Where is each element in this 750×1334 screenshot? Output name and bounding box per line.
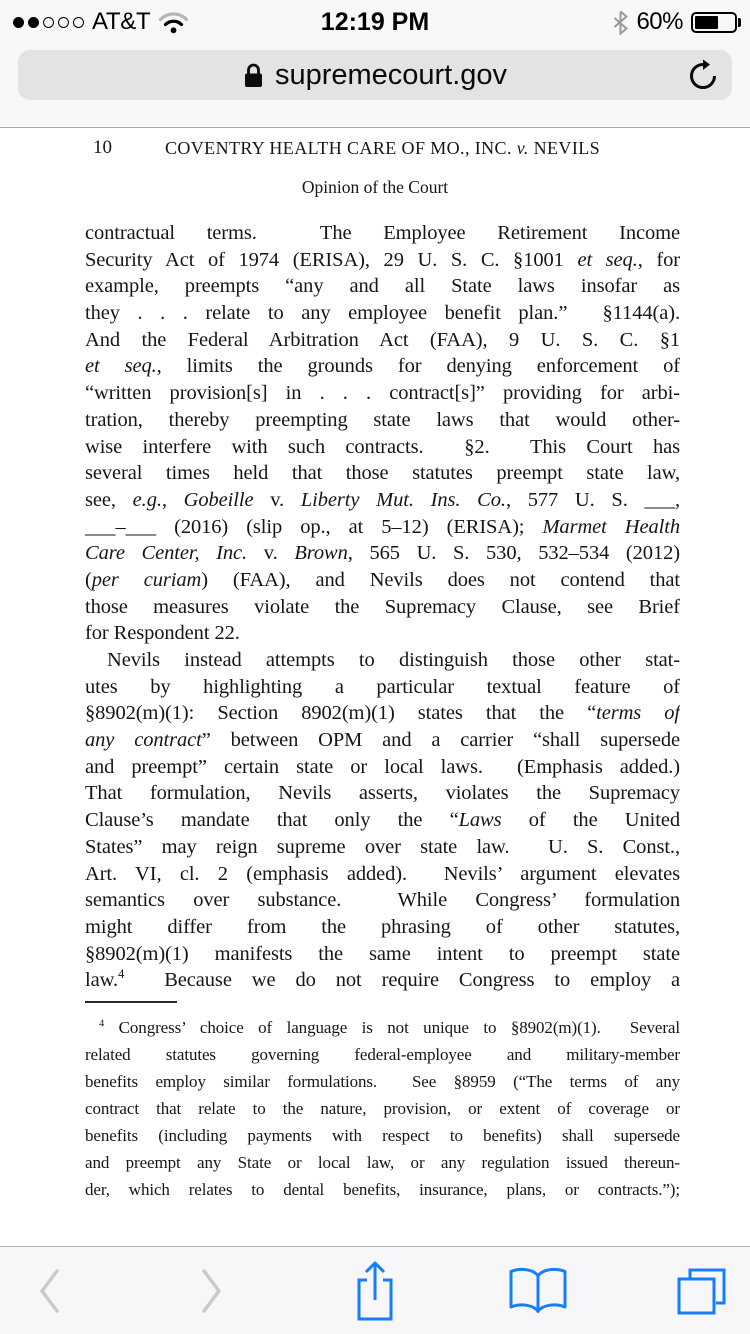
- bookmarks-icon: [507, 1266, 569, 1316]
- case-title: [165, 138, 600, 158]
- text-segment: might differ from the phrasing of other statutes,: [85, 915, 680, 938]
- text-segment: States” may reign supreme over state law. U. S. Const.,: [85, 835, 680, 858]
- bookmarks-button[interactable]: [507, 1251, 569, 1331]
- address-bar[interactable]: [18, 50, 732, 100]
- text-segment: , for: [637, 248, 680, 271]
- running-head: [85, 135, 680, 161]
- text-line: [85, 1122, 680, 1149]
- text-line: [85, 914, 680, 941]
- opinion-body-text: [85, 220, 680, 994]
- lock-icon: [243, 62, 264, 89]
- text-segment: Congress’ choice of language is not unique to §8902(m)(1). Several: [104, 1017, 680, 1037]
- text-line: [85, 594, 680, 621]
- text-segment: they . . . relate to any employee benefit plan.” §1144(a).: [85, 302, 680, 325]
- text-line: [85, 380, 680, 407]
- text-line: [85, 300, 680, 327]
- text-line: [85, 700, 680, 727]
- text-line: [85, 967, 680, 994]
- text-segment: 4: [99, 1018, 105, 1030]
- text-line: [85, 434, 680, 461]
- document-viewport[interactable]: [0, 129, 750, 1246]
- text-line: [85, 754, 680, 781]
- text-segment: Brown: [294, 542, 348, 565]
- text-segment: per curiam: [91, 568, 202, 591]
- text-segment: (: [85, 568, 92, 591]
- text-segment: Because we do not require Congress to employ a: [124, 969, 680, 992]
- clock: 12:19 PM: [320, 8, 430, 36]
- tabs-button[interactable]: [670, 1251, 732, 1331]
- text-segment: et seq.: [85, 355, 157, 378]
- section-heading: Opinion of the Court: [301, 177, 449, 197]
- text-segment: wise interfere with such contracts. §2. This Court has: [85, 435, 680, 458]
- status-bar: [0, 0, 750, 44]
- text-segment: and preempt any State or local law, or any regulation issued thereun-: [85, 1152, 680, 1172]
- text-segment: “written provision[s] in . . . contract[s]” providing for arbi-: [85, 382, 680, 405]
- text-segment: Art. VI, cl. 2 (emphasis added). Nevils’ argument elevates: [85, 862, 680, 885]
- text-segment: COVENTRY HEALTH CARE OF MO., INC.: [164, 138, 517, 158]
- text-segment: any contract: [85, 729, 202, 752]
- text-segment: v.: [247, 542, 295, 565]
- text-segment: see,: [85, 488, 133, 511]
- tabs-icon: [674, 1264, 728, 1318]
- text-line: [85, 327, 680, 354]
- battery-icon: [691, 12, 741, 33]
- url-text: supremecourt.gov: [274, 58, 508, 91]
- text-line: [85, 834, 680, 861]
- text-line: [85, 407, 680, 434]
- text-line: [85, 487, 680, 514]
- back-button[interactable]: [18, 1251, 80, 1331]
- text-segment: benefits (including payments with respect to benefits) shall supersede: [85, 1125, 680, 1145]
- back-chevron-icon: [36, 1267, 62, 1315]
- text-line: [85, 247, 680, 274]
- text-line: [85, 647, 680, 674]
- text-segment: §8902(m)(1): Section 8902(m)(1) states that the “: [85, 702, 597, 725]
- text-segment: contract that relate to the nature, provision, or extent of coverage or: [85, 1098, 680, 1118]
- footnote-separator: [85, 1001, 177, 1003]
- text-segment: That formulation, Nevils asserts, violates the Supremacy: [85, 782, 680, 805]
- text-segment: benefits employ similar formulations. See §8959 (“The terms of any: [85, 1071, 680, 1091]
- text-line: [85, 540, 680, 567]
- text-line: [85, 620, 680, 647]
- text-segment: Clause’s mandate that only the “: [85, 809, 459, 832]
- text-segment: §8902(m)(1) manifests the same intent to preempt state: [85, 942, 680, 965]
- text-segment: those measures violate the Supremacy Clause, see Brief: [85, 595, 680, 618]
- text-segment: , limits the grounds for denying enforcement of: [156, 355, 680, 378]
- reload-icon: [686, 59, 720, 93]
- text-line: [85, 273, 680, 300]
- text-line: [85, 1176, 680, 1203]
- text-segment: v.: [253, 488, 301, 511]
- browser-top-chrome: [0, 0, 750, 128]
- text-line: [85, 861, 680, 888]
- text-segment: ___–___ (2016) (slip op., at 5–12) (ERISA);: [85, 515, 543, 538]
- text-segment: of the United: [501, 809, 680, 832]
- text-line: [85, 1149, 680, 1176]
- text-segment: ) (FAA), and Nevils does not contend that: [201, 568, 680, 591]
- text-segment: NEVILS: [528, 138, 601, 158]
- text-segment: 4: [118, 967, 125, 982]
- text-segment: terms of: [596, 702, 680, 725]
- text-line: [85, 1014, 680, 1041]
- text-segment: example, preempts “any and all State laws insofar as: [85, 275, 680, 298]
- text-line: [85, 941, 680, 968]
- text-segment: Laws: [458, 809, 502, 832]
- text-segment: Liberty Mut. Ins. Co.: [300, 488, 506, 511]
- text-segment: der, which relates to dental benefits, insurance, plans, or contracts.”);: [85, 1179, 680, 1199]
- text-line: [85, 674, 680, 701]
- share-icon: [352, 1259, 398, 1323]
- text-segment: for Respondent 22.: [85, 622, 240, 645]
- text-line: [85, 514, 680, 541]
- text-segment: e.g.,: [132, 488, 167, 511]
- text-segment: related statutes governing federal-employee and military-member: [85, 1044, 680, 1064]
- text-segment: [167, 489, 184, 511]
- text-segment: law.: [85, 969, 118, 992]
- text-line: [85, 807, 680, 834]
- bluetooth-icon: [613, 10, 628, 35]
- text-segment: v.: [516, 138, 529, 158]
- text-line: [85, 220, 680, 247]
- status-right-group: [613, 0, 741, 44]
- text-line: [85, 887, 680, 914]
- carrier-label: AT&T: [92, 8, 151, 35]
- text-segment: several times held that those statutes preempt state law,: [85, 462, 680, 485]
- text-segment: , 577 U. S. ___,: [505, 488, 680, 511]
- forward-chevron-icon: [199, 1267, 225, 1315]
- text-segment: Nevils instead attempts to distinguish those other stat-: [107, 649, 680, 671]
- text-segment: ” between OPM and a carrier “shall supersede: [201, 729, 680, 752]
- forward-button[interactable]: [181, 1251, 243, 1331]
- page-number: 10: [93, 137, 112, 158]
- text-line: [85, 1095, 680, 1122]
- battery-percent-label: 60%: [636, 8, 683, 35]
- text-segment: contractual terms. The Employee Retirement Income: [85, 222, 680, 244]
- reload-button[interactable]: [686, 59, 720, 93]
- text-segment: Gobeille: [183, 488, 254, 511]
- text-segment: et seq.: [577, 248, 638, 271]
- text-line: [85, 1068, 680, 1095]
- text-segment: And the Federal Arbitration Act (FAA), 9 U. S. C. §1: [85, 328, 680, 351]
- footnote-text: [85, 1014, 680, 1203]
- text-segment: and preempt” certain state or local laws. (Emphasis added.): [85, 755, 680, 778]
- text-line: [85, 353, 680, 380]
- text-segment: tration, thereby preempting state laws that would other-: [85, 408, 680, 431]
- text-line: [85, 1041, 680, 1068]
- text-line: [85, 567, 680, 594]
- text-segment: semantics over substance. While Congress’ formulation: [85, 889, 680, 912]
- text-line: [85, 460, 680, 487]
- text-line: [85, 780, 680, 807]
- text-segment: , 565 U. S. 530, 532–534 (2012): [347, 542, 680, 565]
- text-segment: Care Center, Inc.: [85, 542, 248, 565]
- text-segment: utes by highlighting a particular textual feature of: [85, 675, 680, 698]
- text-segment: Marmet Health: [542, 515, 680, 538]
- text-line: [85, 727, 680, 754]
- bottom-toolbar: [0, 1246, 750, 1334]
- text-segment: Security Act of 1974 (ERISA), 29 U. S. C. §1001: [85, 248, 578, 271]
- share-button[interactable]: [344, 1251, 406, 1331]
